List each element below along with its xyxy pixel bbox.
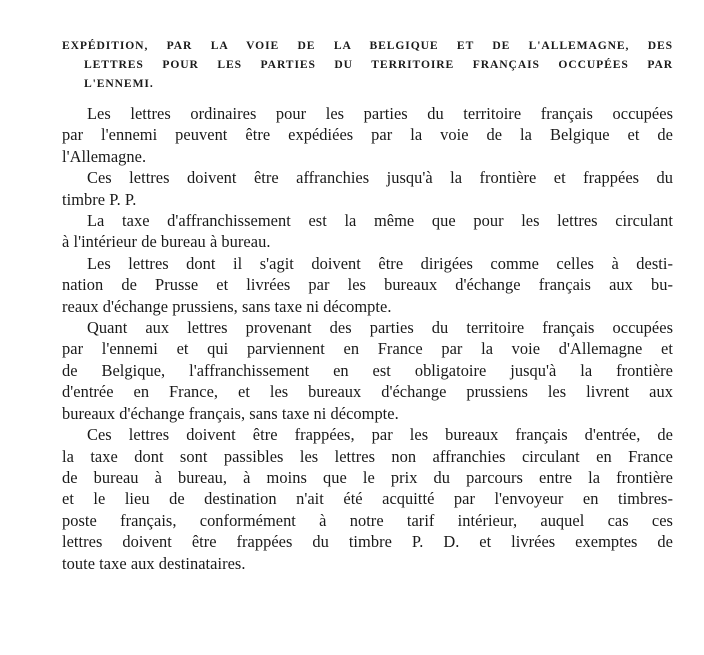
paragraph: [62, 317, 673, 424]
paragraph: [62, 424, 673, 574]
body-text: [62, 103, 673, 574]
text-line: Ces lettres doivent être frappées, par les bureaux français d'entrée, de: [87, 425, 673, 445]
heading-line: L'ENNEMI.: [84, 77, 154, 90]
text-line: lettres doivent être frappées du timbre P. D. et livrées exemptes de: [62, 532, 673, 552]
section-heading: [62, 36, 673, 93]
document-page: [62, 36, 673, 574]
text-line: par l'ennemi peuvent être expédiées par la voie de la Belgique et de: [62, 125, 673, 145]
paragraph: [62, 103, 673, 167]
heading-line: LETTRES POUR LES PARTIES DU TERRITOIRE FRANÇAIS OCCUPÉES PAR: [84, 58, 673, 71]
paragraph: [62, 210, 673, 253]
text-line: nation de Prusse et livrées par les bureaux d'échange français aux bu-: [62, 275, 673, 295]
text-line: l'Allemagne.: [62, 146, 147, 166]
paragraph: [62, 167, 673, 210]
text-line: toute taxe aux destinataires.: [62, 553, 246, 573]
text-line: par l'ennemi et qui parviennent en France par la voie d'Allemagne et: [62, 339, 673, 359]
heading-line: EXPÉDITION, PAR LA VOIE DE LA BELGIQUE ET DE L'ALLEMAGNE, DES: [62, 39, 673, 52]
text-line: Quant aux lettres provenant des parties du territoire français occupées: [87, 318, 673, 338]
text-line: reaux d'échange prussiens, sans taxe ni décompte.: [62, 296, 392, 316]
text-line: de bureau à bureau, à moins que le prix du parcours entre la frontière: [62, 467, 673, 487]
text-line: et le lieu de destination n'ait été acquitté par l'envoyeur en timbres-: [62, 489, 673, 509]
text-line: poste français, conformément à notre tarif intérieur, auquel cas ces: [62, 510, 673, 530]
text-line: Ces lettres doivent être affranchies jusqu'à la frontière et frappées du: [87, 168, 673, 188]
text-line: bureaux d'échange français, sans taxe ni décompte.: [62, 403, 399, 423]
text-line: Les lettres dont il s'agit doivent être dirigées comme celles à desti-: [87, 253, 673, 273]
text-line: d'entrée en France, et les bureaux d'échange prussiens les livrent aux: [62, 382, 673, 402]
text-line: de Belgique, l'affranchissement en est obligatoire jusqu'à la frontière: [62, 360, 673, 380]
text-line: la taxe dont sont passibles les lettres non affranchies circulant en France: [62, 446, 673, 466]
text-line: Les lettres ordinaires pour les parties du territoire français occupées: [87, 104, 673, 123]
text-line: La taxe d'affranchissement est la même que pour les lettres circulant: [87, 211, 673, 231]
text-line: timbre P. P.: [62, 189, 137, 209]
paragraph: [62, 253, 673, 317]
text-line: à l'intérieur de bureau à bureau.: [62, 232, 271, 252]
